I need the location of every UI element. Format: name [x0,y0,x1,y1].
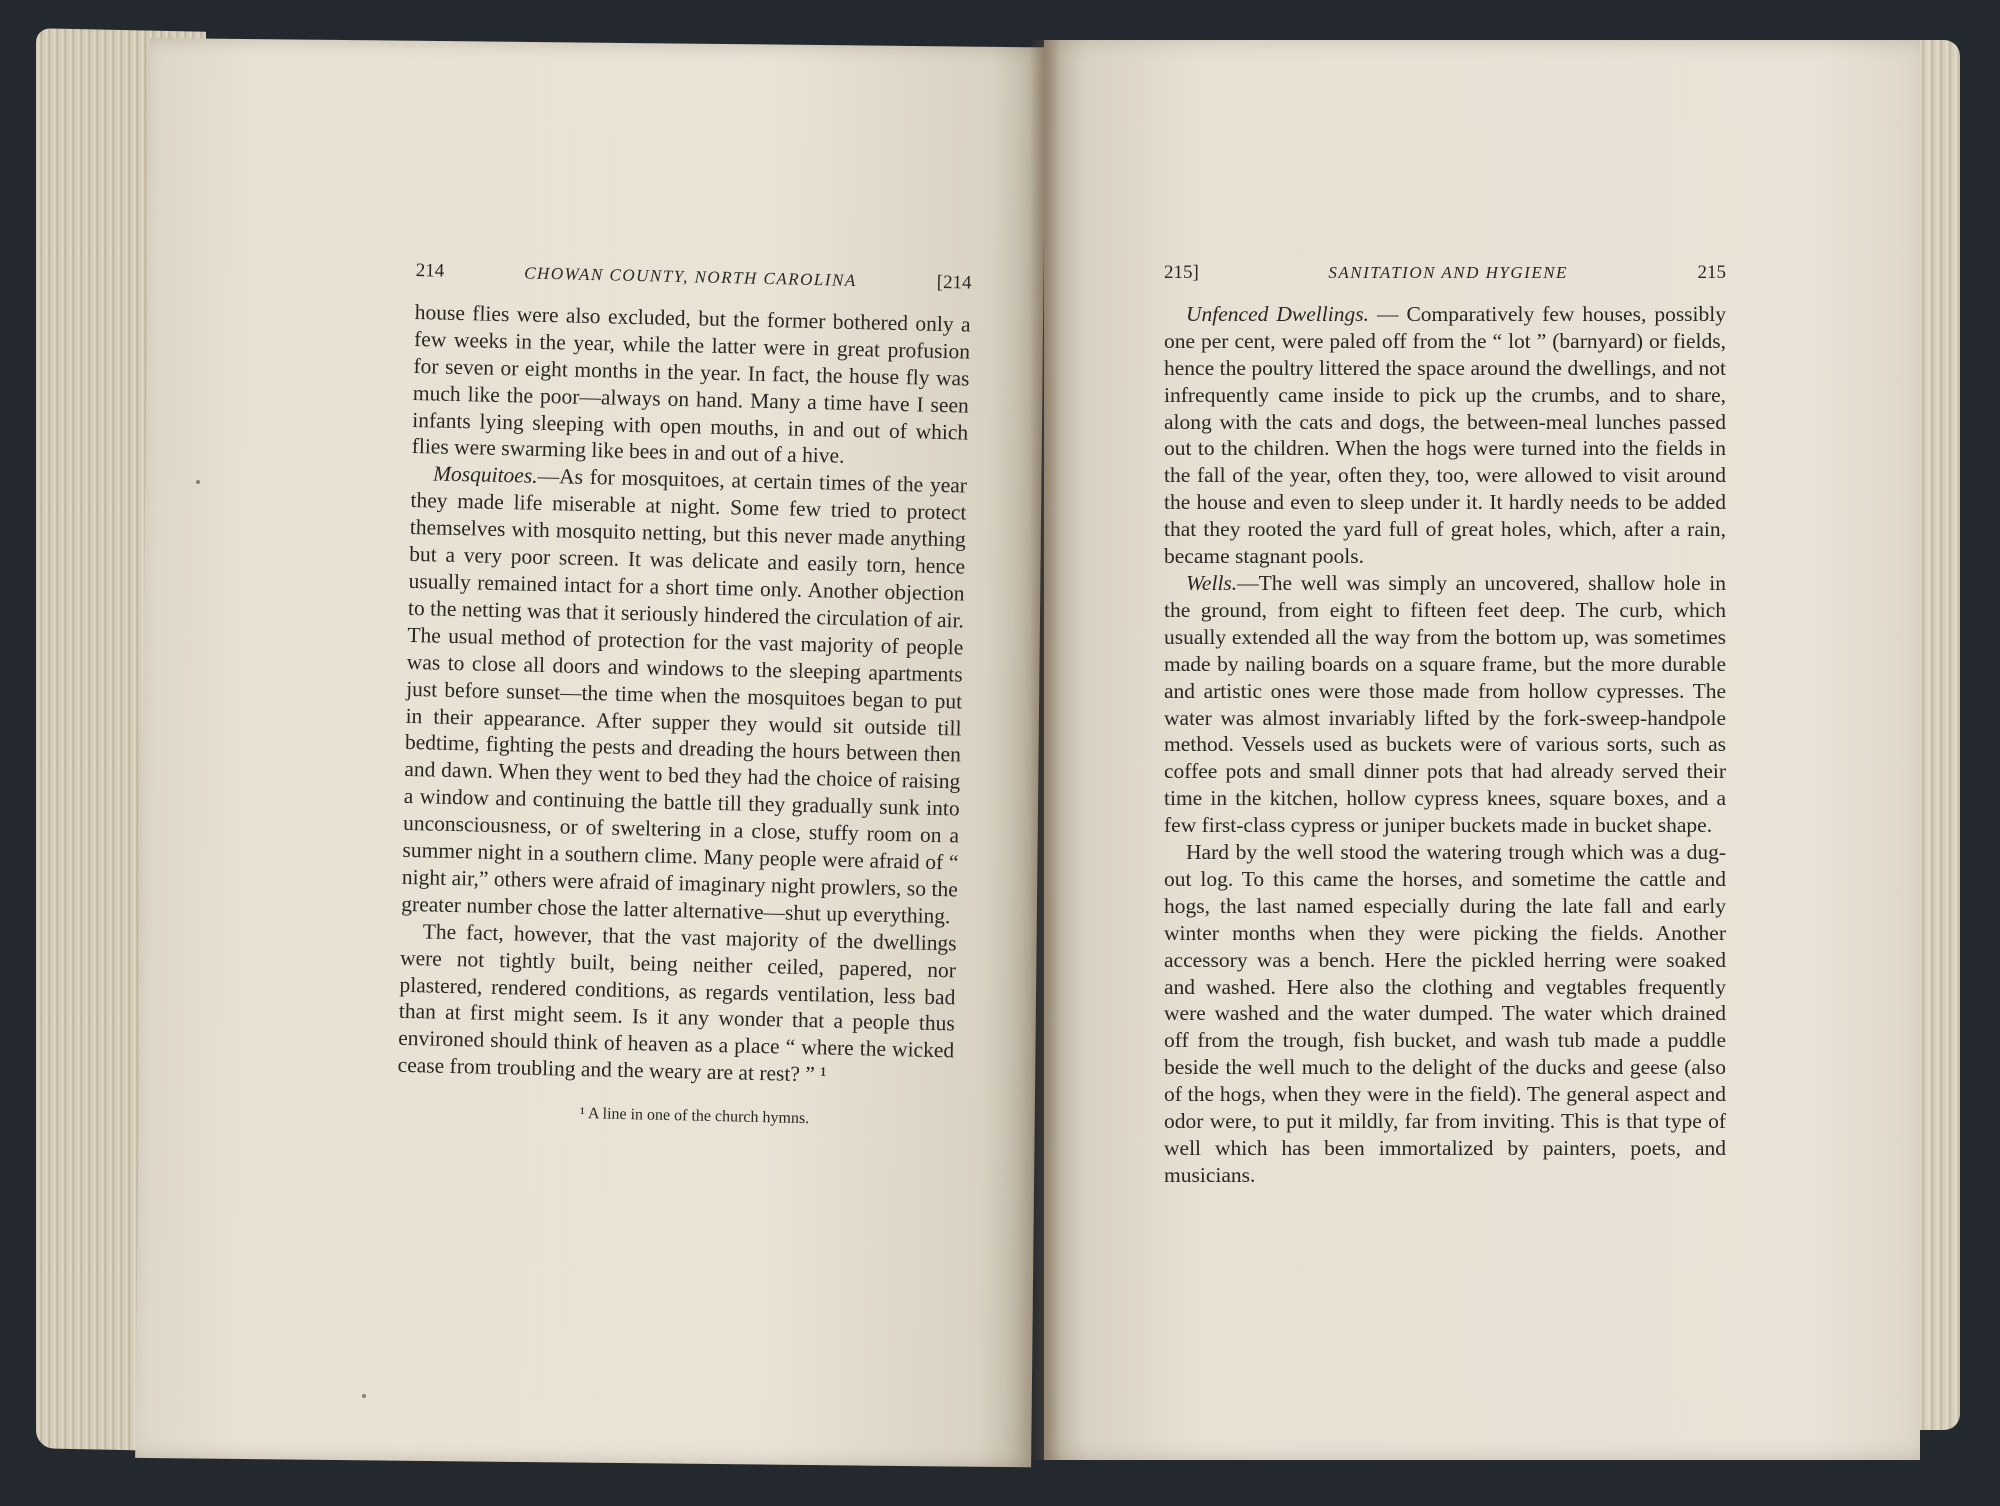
left-page-number: 214 [415,259,445,282]
footnote: ¹ A line in one of the church hymns. [579,1105,810,1128]
paper-speck [196,480,200,484]
book-gutter [1030,40,1060,1460]
right-running-head [1164,260,1726,287]
paragraph-mosquitoes: Mosquitoes.—As for mosquitoes, at certain times of the year they made life miserable at night. Some few tried to protect themselves with mosquito netting, but this never made anything but a very poor screen. It was delicate and easily torn, hence usually remained intact for a short time only. Another objection to the netting was that it seriously hindered the circulation of air. The usual method of protection for the vast majority of people was to close all doors and windows to the sleeping apartments just before sunset—the time when the mosquitoes began to put in their appearance. After supper they would sit outside till bedtime, fighting the pests and dreading the hours between then and dawn. When they went to bed they had the choice of raising a window and continuing the battle till they gradually sunk into unconsciousness, or of sweltering in a close, stuffy room on a summer night in a southern clime. Many people were afraid of “ night air,” others were afraid of imaginary night prowlers, so the greater number chose the latter alternative—shut up everything. [401,461,968,929]
right-bracket-number: 215] [1164,262,1199,283]
left-page-text [396,258,972,1136]
right-page-number: 215 [1697,262,1726,283]
right-page-text [1164,260,1726,1189]
paper-speck [362,1394,366,1398]
paragraph: house flies were also excluded, but the former bothered only a few weeks in the year, while the latter were in great profusion for seven or eight months in the year. In fact, the house fly was much like the poor—always on hand. Many a time have I seen infants lying sleeping with open mouths, in and out of which flies were swarming like bees in and out of a hive. [411,299,971,469]
section-heading-wells: Wells. [1186,570,1238,595]
section-heading-mosquitoes: Mosquitoes. [432,461,538,489]
section-heading-unfenced-dwellings: Unfenced Dwellings. [1186,301,1369,326]
left-running-title: CHOWAN COUNTY, NORTH CAROLINA [523,263,857,291]
paragraph: The fact, however, that the vast majority of the dwellings were not tightly built, being neither ceiled, papered, nor plastered, rendered conditions, as regards ventilation, less bad than at first might seem. Is it any wonder that a people thus environed should think of heaven as a place “ where the wicked cease from troubling and the weary are at rest? ” ¹ [397,919,957,1087]
paragraph: Hard by the well stood the watering trough which was a dug-out log. To this came the horses, and sometime the cattle and hogs, the last named especially during the late fall and early winter months when they were picking the fields. Another accessory was a bench. Here the pickled herring were soaked and washed. Here also the clothing and vegtables frequently were washed and the water dumped. The water which drained off from the trough, fish bucket, and wash tub made a puddle beside the well much to the delight of the ducks and geese (also of the hogs, when they were in the field). The general aspect and odor were, to put it mildly, far from inviting. This is that type of well which has been immortalized by painters, poets, and musicians. [1164,840,1726,1187]
paragraph-unfenced-dwellings: Unfenced Dwellings. — Comparatively few houses, possibly one per cent, were paled off from the “ lot ” (barnyard) or fields, hence the poultry littered the space around the dwellings, and not infrequently came inside to pick up the crumbs, and to share, along with the cats and dogs, the between-meal lunches passed out to the children. When the hogs were turned into the fields in the fall of the year, often they, too, were allowed to visit around the house and even to sleep under it. It hardly needs to be added that they rooted the yard full of great holes, which, after a rain, became stagnant pools. [1164,301,1726,569]
paragraph-wells: Wells.—The well was simply an uncovered, shallow hole in the ground, from eight to fifteen feet deep. The curb, which usually extended all the way from the bottom up, was sometimes made by nailing boards on a square frame, but the more durable and artistic ones were those made from hollow cypresses. The water was almost invariably lifted by the fork-sweep-handpole method. Vessels used as buckets were of various sorts, such as coffee pots and small dinner pots that had already served their time in the kitchen, hollow cypress knees, square boxes, and a few first-class cypress or juniper buckets made in bucket shape. [1164,570,1726,838]
left-bracket-number: [214 [936,271,972,294]
right-running-title: SANITATION AND HYGIENE [1328,263,1568,282]
